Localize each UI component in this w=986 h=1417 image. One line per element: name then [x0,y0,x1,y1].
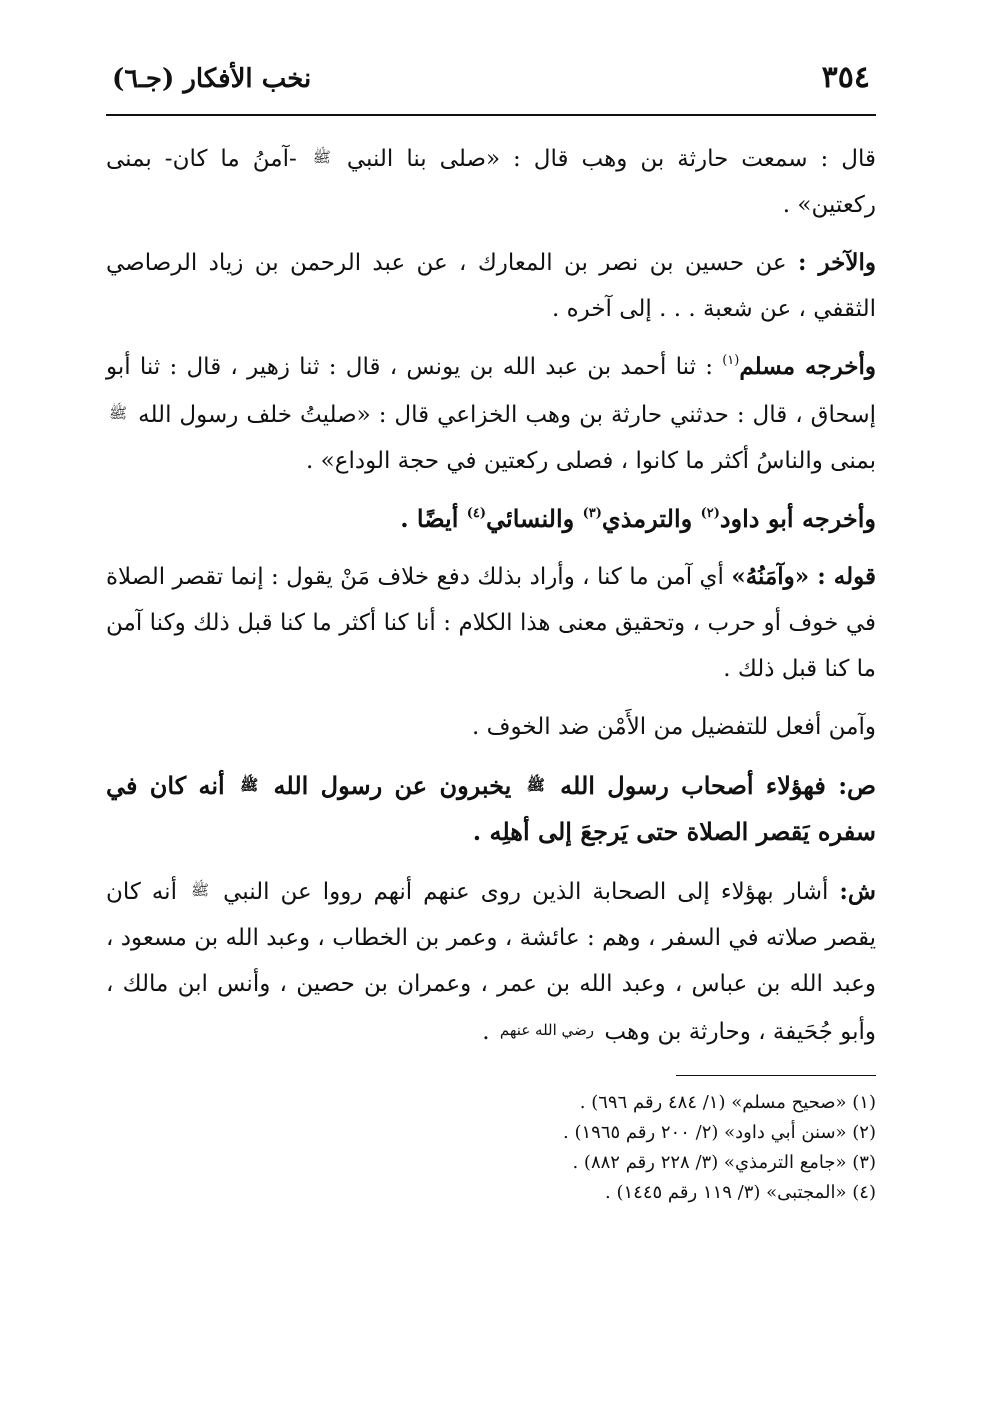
radiallahu-anhum-glyph: رضي الله عنهم [499,1021,595,1039]
salutation-glyph: ﷺ [240,776,259,794]
paragraph-text: والنسائي [486,504,575,533]
footnotes-list [106,1088,876,1208]
running-header [106,60,876,116]
footnote-divider [676,1075,876,1076]
paragraph-text: -آمنُ ما كان- بمنى ركعتين» . [106,146,876,218]
paragraph-4 [106,496,876,542]
salutation-glyph: ﷺ [109,404,128,422]
paragraph-text: وآمن أفعل للتفضيل من الأَمْن ضد الخوف . [472,714,876,740]
paragraph-text: والترمذي [601,504,693,533]
page-number: ٣٥٤ [821,60,870,95]
paragraph-text: وأخرجه أبو داود [719,504,876,533]
paragraph-6 [106,704,876,750]
salutation-glyph: ﷺ [526,776,545,794]
salutation-glyph: ﷺ [312,148,331,166]
footnote-2: (٢) «سنن أبي داود» (٢/ ٢٠٠ رقم ١٩٦٥) . [563,1122,876,1143]
paragraph-text: يخبرون عن رسول الله [273,771,512,800]
paragraph-text: أنه كان يقصر صلاته في السفر ، وهم : عائشة ، وعمر بن الخطاب ، وعبد الله بن مسعود ، وعبد الله بن عباس ، وعبد الله بن عمر ، وعمران بن حصين ، وأنس ابن مالك ، وأبو جُحَيفة ، وحارثة بن وهب [106,879,876,1045]
paragraph-8 [106,867,876,1055]
paragraph-text: فهؤلاء أصحاب رسول الله [560,771,826,800]
paragraph-text: أيضًا . [400,504,459,533]
paragraph-lead: قوله : «وآمَنُهُ» [731,563,876,590]
paragraph-text: عن حسين بن نصر بن المعارك ، عن عبد الرحمن بن زياد الرصاصي الثقفي ، عن شعبة . . . إلى آخره . [106,250,876,322]
paragraph-text: أي آمن ما كنا ، وأراد بذلك دفع خلاف مَنْ يقول : إنما تقصر الصلاة في خوف أو حرب ، وتحقيق معنى هذا الكلام : أنا كنا أكثر ما كنا قبل ذلك وكنا آمن ما كنا قبل ذلك . [106,564,876,682]
salutation-glyph: ﷺ [190,881,210,899]
footnote-3: (٣) «جامع الترمذي» (٣/ ٢٢٨ رقم ٨٨٢) . [572,1152,876,1173]
body-text [106,134,876,1055]
book-title: نخب الأفكار (جـ٦) [112,64,312,94]
paragraph-5 [106,554,876,692]
footnote-ref-1[interactable]: (١) [722,353,740,368]
footnote-ref-3[interactable]: (٣) [582,506,602,521]
text-marker-sad: ص: [838,771,877,800]
paragraph-7 [106,762,876,855]
paragraph-3 [106,344,876,484]
paragraph-lead: والآخر : [797,249,876,276]
book-page [106,60,876,1208]
paragraph-text: بمنى والناسُ أكثر ما كانوا ، فصلى ركعتين في حجة الوداع» . [306,448,876,474]
paragraph-text: قال : سمعت حارثة بن وهب قال : «صلى بنا النبي [346,146,877,172]
footnote-ref-4[interactable]: (٤) [466,506,487,521]
paragraph-text: أنه كان في سفره يَقصر الصلاة حتى يَرجعَ إلى أهلِه . [106,771,876,846]
footnote-1: (١) «صحيح مسلم» (١/ ٤٨٤ رقم ٦٩٦) . [579,1092,876,1113]
paragraph-text: : ثنا أحمد بن عبد الله بن يونس ، قال : ثنا زهير ، قال : ثنا أبو إسحاق ، قال : حدثني حارثة بن وهب الخزاعي قال : «صليتُ خلف رسول الله [106,354,877,428]
paragraph-1 [106,134,876,228]
footnote-4: (٤) «المجتبى» (٣/ ١١٩ رقم ١٤٤٥) . [605,1182,876,1203]
paragraph-lead: وأخرجه مسلم [739,353,876,380]
text-marker-shin: ش: [839,878,876,905]
paragraph-2 [106,240,876,332]
footnote-ref-2[interactable]: (٢) [700,506,720,521]
paragraph-text: أشار بهؤلاء إلى الصحابة الذين روى عنهم أنهم رووا عن النبي [223,879,829,905]
paragraph-text: . [482,1019,490,1045]
